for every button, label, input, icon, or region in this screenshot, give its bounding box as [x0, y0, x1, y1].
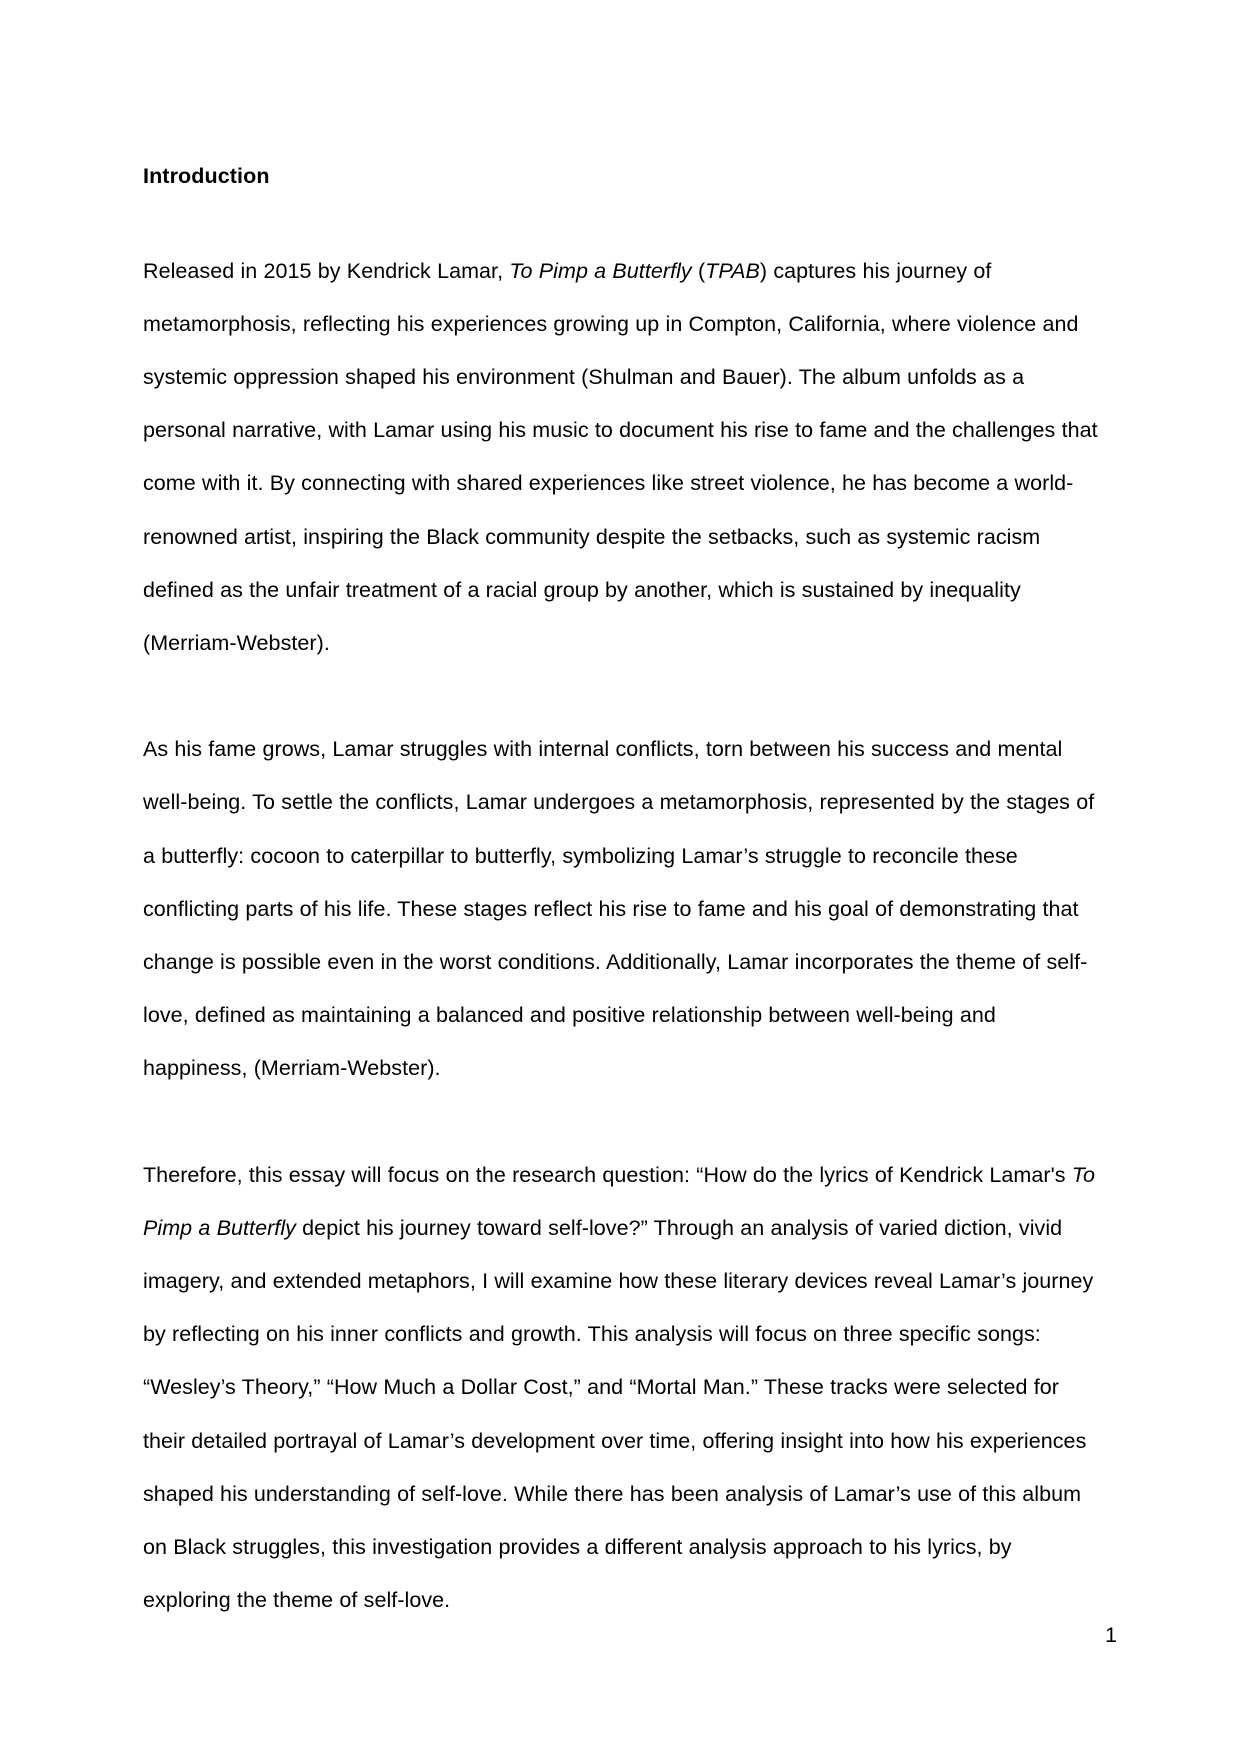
body-paragraph-2 — [143, 723, 1098, 1095]
document-body — [143, 166, 1098, 1627]
italic-title-run: TPAB — [705, 258, 760, 283]
text-run: ) captures his journey of metamorphosis, reflecting his experiences growing up in Compton, California, where violence and systemic oppression shaped his environment (Shulman and Bauer). The album unfolds as a personal narrative, with Lamar using his music to document his rise to fame and the challenges that come with it. By connecting with shared experiences like street violence, he has become a world-renowned artist, inspiring the Black community despite the setbacks, such as systemic racism defined as the unfair treatment of a racial group by another, which is sustained by inequality (Merriam-Webster). — [143, 258, 1098, 655]
heading-spacer — [143, 188, 1098, 245]
body-paragraph-1 — [143, 245, 1098, 671]
paragraph-spacer-2 — [143, 1096, 1098, 1149]
text-run: Therefore, this essay will focus on the research question: “How do the lyrics of Kendrick Lamar's — [143, 1162, 1072, 1187]
text-run: As his fame grows, Lamar struggles with internal conflicts, torn between his success and mental well-being. To settle the conflicts, Lamar undergoes a metamorphosis, represented by the stages of a butterfly: cocoon to caterpillar to butterfly, symbolizing Lamar’s struggle to reconcile these conflicting parts of his life. These stages reflect his rise to fame and his goal of demonstrating that change is possible even in the worst conditions. Additionally, Lamar incorporates the theme of self-love, defined as maintaining a balanced and positive relationship between well-being and happiness, (Merriam-Webster). — [143, 737, 1095, 1081]
italic-title-run: To Pimp a Butterfly — [509, 258, 692, 283]
text-run: ( — [691, 258, 706, 283]
paragraph-spacer-1 — [143, 670, 1098, 723]
text-run: depict his journey toward self-love?” Through an analysis of varied diction, vivid imagery, and extended metaphors, I will examine how these literary devices reveal Lamar’s journey by reflecting on his inner conflicts and growth. This analysis will focus on three specific songs: “Wesley’s Theory,” “How Much a Dollar Cost,” and “Mortal Man.” These tracks were selected for their detailed portrayal of Lamar’s development over time, offering insight into how his experiences shaped his understanding of self-love. While there has been analysis of Lamar’s use of this album on Black struggles, this investigation provides a different analysis approach to his lyrics, by exploring the theme of self-love. — [143, 1215, 1094, 1613]
page-number: 1 — [1105, 1622, 1117, 1647]
text-run: Released in 2015 by Kendrick Lamar, — [143, 258, 510, 283]
body-paragraph-3 — [143, 1149, 1098, 1628]
section-heading-introduction: Introduction — [143, 164, 270, 188]
italic-title-run: To Pimp a Butterfly — [143, 1162, 1095, 1240]
